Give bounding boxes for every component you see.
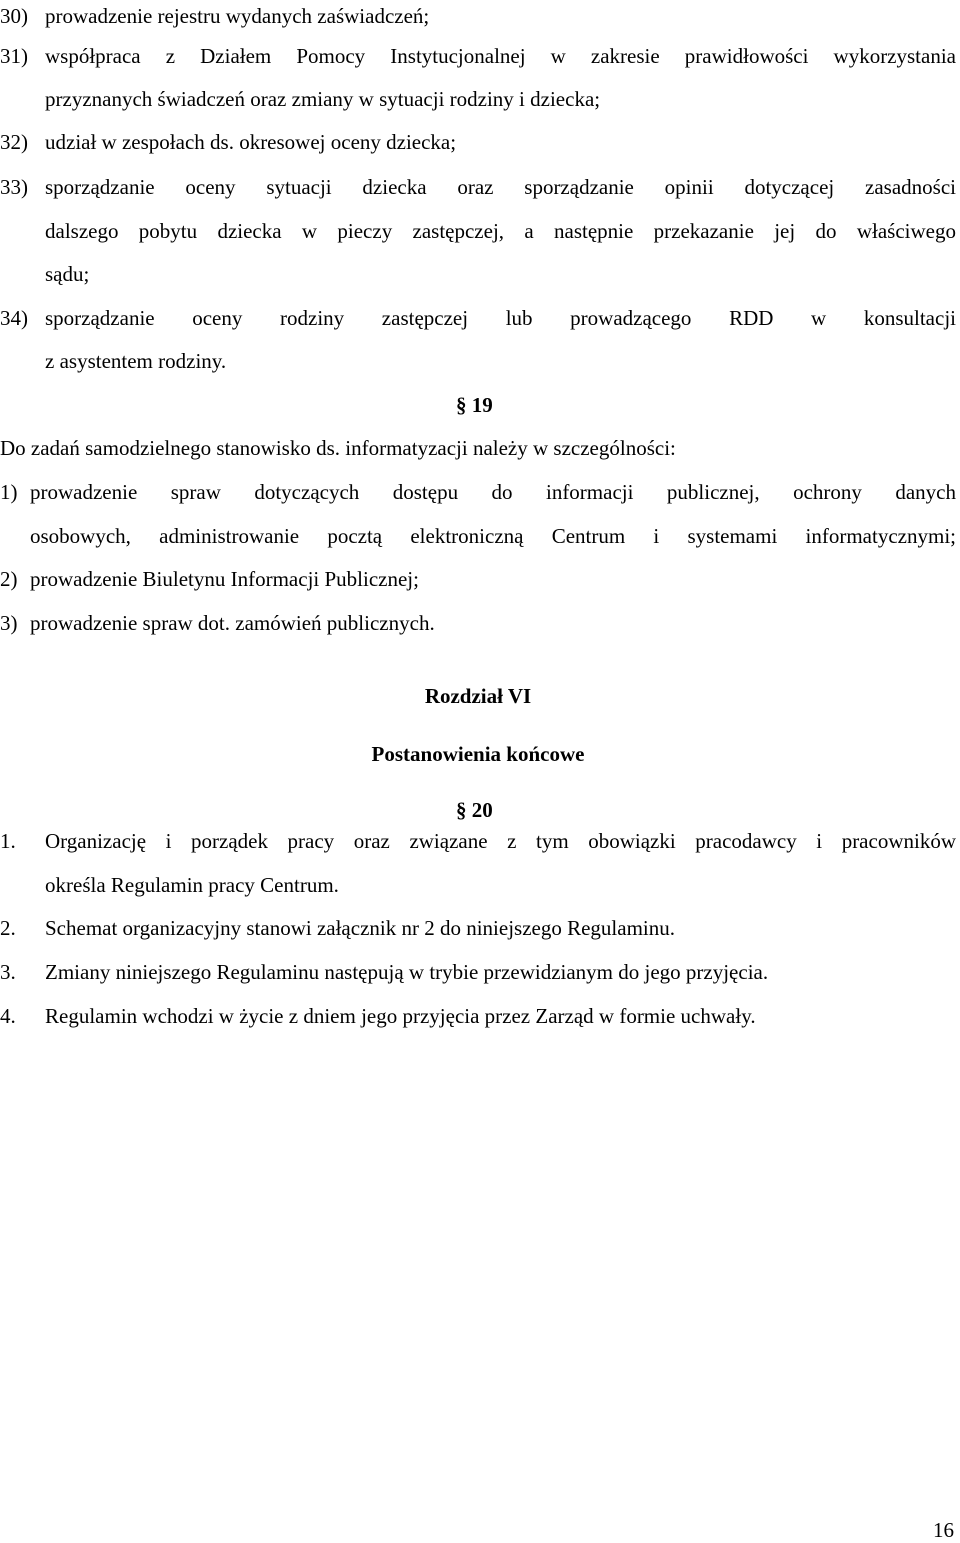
page-number: 16 — [933, 1518, 954, 1542]
list-item-text: prowadzenie rejestru wydanych zaświadczeń; — [45, 4, 430, 28]
list-item-text: Schemat organizacyjny stanowi załącznik nr 2 do niniejszego Regulaminu. — [45, 916, 676, 940]
list-item-text: Regulamin wchodzi w życie z dniem jego przyjęcia przez Zarząd w formie uchwały. — [45, 1004, 756, 1028]
list-number: 3) — [0, 611, 18, 635]
list-number: 2) — [0, 567, 18, 591]
list-item-text: osobowych, administrowanie pocztą elektroniczną Centrum i systemami informatycznymi; — [30, 524, 956, 548]
list-number: 33) — [0, 175, 28, 199]
list-item-text: udział w zespołach ds. okresowej oceny dziecka; — [45, 130, 457, 154]
list-number: 3. — [0, 960, 16, 984]
list-item-text: współpraca z Działem Pomocy Instytucjonalnej w zakresie prawidłowości wykorzystania — [45, 44, 956, 68]
list-number: 30) — [0, 4, 28, 28]
list-item-text: przyznanych świadczeń oraz zmiany w sytuacji rodziny i dziecka; — [45, 87, 601, 111]
list-number: 31) — [0, 44, 28, 68]
list-number: 4. — [0, 1004, 16, 1028]
list-number: 32) — [0, 130, 28, 154]
list-item-text: prowadzenie spraw dot. zamówień publicznych. — [30, 611, 435, 635]
list-item-text: Organizację i porządek pracy oraz związane z tym obowiązki pracodawcy i pracowników — [45, 829, 956, 853]
chapter-title: Rozdział VI — [424, 684, 532, 708]
section-number: 20 — [471, 798, 493, 822]
list-number: 2. — [0, 916, 16, 940]
list-item-text: sporządzanie oceny sytuacji dziecka oraz sporządzanie opinii dotyczącej zasadności — [45, 175, 956, 199]
list-item-text: sądu; — [45, 262, 90, 286]
section-heading-20 — [456, 800, 493, 821]
list-item-text: dalszego pobytu dziecka w pieczy zastępczej, a następnie przekazanie jej do właściwego — [45, 219, 956, 243]
section-symbol: § — [456, 798, 467, 822]
section-symbol: § — [456, 393, 467, 417]
list-number: 1) — [0, 480, 18, 504]
list-item-text: Zmiany niniejszego Regulaminu następują w trybie przewidzianym do jego przyjęcia. — [45, 960, 769, 984]
chapter-subtitle: Postanowienia końcowe — [371, 742, 585, 766]
section-heading-19 — [456, 395, 493, 416]
list-item-text: określa Regulamin pracy Centrum. — [45, 873, 339, 897]
list-number: 34) — [0, 306, 28, 330]
section-intro: Do zadań samodzielnego stanowisko ds. informatyzacji należy w szczególności: — [0, 436, 676, 460]
list-item-text: sporządzanie oceny rodziny zastępczej lub prowadzącego RDD w konsultacji — [45, 306, 956, 330]
section-number: 19 — [471, 393, 493, 417]
list-number: 1. — [0, 829, 16, 853]
list-item-text: prowadzenie Biuletynu Informacji Publicznej; — [30, 567, 419, 591]
list-item-text: prowadzenie spraw dotyczących dostępu do informacji publicznej, ochrony danych — [30, 480, 956, 504]
list-item-text: z asystentem rodziny. — [45, 349, 227, 373]
